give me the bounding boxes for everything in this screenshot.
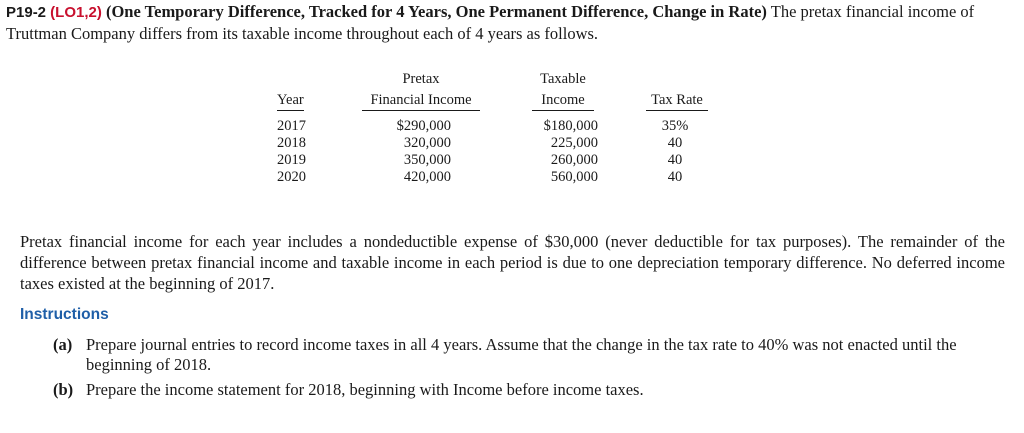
header-taxable-line1: Taxable [540,71,586,87]
header-taxable-line2: Income [532,92,594,111]
instruction-item [53,380,1008,400]
header-tax-rate: Tax Rate [646,92,708,111]
income-table [0,0,1024,200]
cell-rate: 40 [667,152,683,168]
instruction-item [53,335,1008,375]
cell-pretax: 420,000 [403,169,451,185]
cell-year: 2017 [277,118,306,134]
header-pretax-line1: Pretax [402,71,440,87]
problem-intro: The pretax financial income of Truttman Company differs from its taxable income throughout each of 4 years as follows. [6,2,975,43]
cell-rate: 40 [667,135,683,151]
problem-paragraph: Pretax financial income for each year includes a nondeductible expense of $30,000 (never deductible for tax purposes). The remainder of the difference between pretax financial income and taxable income in each period is due to one depreciation temporary difference. No deferred income taxes existed at the beginning of 2017. [20,232,1005,293]
cell-pretax: $290,000 [396,118,451,134]
instruction-text: Prepare journal entries to record income taxes in all 4 years. Assume that the change in the tax rate to 40% was not enacted until the beginning of 2018. [86,335,957,374]
cell-rate: 35% [661,118,689,134]
instruction-label: (b) [53,380,74,399]
cell-taxable: 225,000 [550,135,598,151]
instructions-heading: Instructions [20,306,109,323]
cell-pretax: 350,000 [403,152,451,168]
cell-year: 2020 [277,169,306,185]
cell-year: 2018 [277,135,306,151]
cell-taxable: $180,000 [543,118,598,134]
learning-objectives: (LO1,2) [50,4,102,21]
instruction-text: Prepare the income statement for 2018, beginning with Income before income taxes. [86,380,644,399]
problem-id: P19-2 [6,4,47,21]
header-pretax-line2: Financial Income [362,92,480,111]
header-year: Year [277,92,304,111]
cell-year: 2019 [277,152,306,168]
cell-taxable: 260,000 [550,152,598,168]
cell-rate: 40 [667,169,683,185]
instruction-label: (a) [53,335,73,354]
problem-title: (One Temporary Difference, Tracked for 4 Years, One Permanent Difference, Change in Rate) [105,2,767,21]
cell-pretax: 320,000 [403,135,451,151]
cell-taxable: 560,000 [550,169,598,185]
